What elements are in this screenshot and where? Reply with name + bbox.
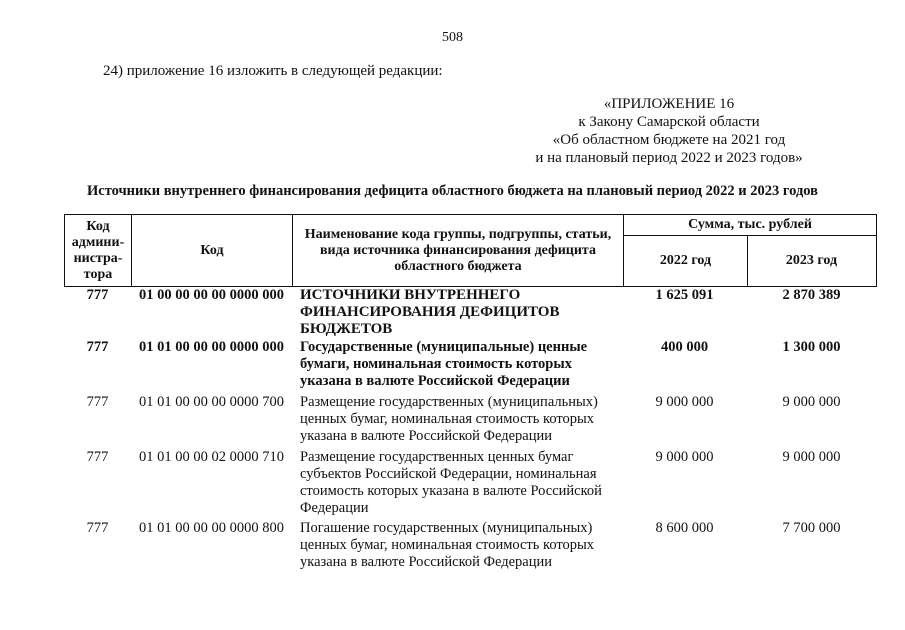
cell-code: 01 01 00 00 00 0000 700: [139, 394, 284, 410]
cell-admin: 777: [86, 449, 109, 465]
cell-2022: 400 000: [660, 339, 709, 355]
table-row: [64, 394, 877, 449]
header-sum-group: [624, 215, 876, 286]
cell-admin: 777: [86, 520, 109, 536]
table-header: [64, 214, 877, 287]
appendix-line: и на плановый период 2022 и 2023 годов»: [535, 150, 803, 166]
header-admin-code: Код админи-нистра-тора: [65, 215, 132, 286]
cell-2022: 9 000 000: [655, 449, 714, 465]
intro-text: 24) приложение 16 изложить в следующей редакции:: [103, 63, 443, 79]
header-year-2022: 2022 год: [624, 235, 748, 286]
cell-name: Размещение государственных (муниципальных) ценных бумаг, номинальная стоимость которых указана в валюте Российской Федерации: [300, 394, 598, 444]
cell-2022: 9 000 000: [655, 394, 714, 410]
cell-name: Государственные (муниципальные) ценные бумаги, номинальная стоимость которых указана в валюте Российской Федерации: [300, 339, 588, 389]
cell-code: 01 01 00 00 00 0000 800: [139, 520, 284, 536]
cell-2023: 1 300 000: [782, 339, 841, 355]
cell-2022: 1 625 091: [655, 287, 714, 303]
table-row: [64, 520, 877, 575]
cell-admin: 777: [86, 339, 109, 355]
page-number: 508: [442, 30, 463, 45]
cell-name: Размещение государственных ценных бумаг субъектов Российской Федерации, номинальная стоимость которых указана в валюте Российской Федерации: [300, 449, 602, 516]
cell-2022: 8 600 000: [655, 520, 714, 536]
cell-2023: 7 700 000: [782, 520, 841, 536]
document-title: Источники внутреннего финансирования дефицита областного бюджета на плановый период 2022 и 2023 годов: [86, 183, 819, 199]
table-row: [64, 287, 877, 339]
header-code: Код: [132, 215, 293, 286]
header-sum: Сумма, тыс. рублей: [624, 215, 876, 236]
cell-code: 01 01 00 00 00 0000 000: [139, 339, 284, 355]
cell-2023: 9 000 000: [782, 449, 841, 465]
header-year-2023: 2023 год: [785, 252, 838, 268]
cell-2023: 9 000 000: [782, 394, 841, 410]
cell-admin: 777: [86, 287, 109, 303]
financing-table: [64, 214, 877, 575]
cell-name: ИСТОЧНИКИ ВНУТРЕННЕГО ФИНАНСИРОВАНИЯ ДЕФИЦИТОВ БЮДЖЕТОВ: [300, 287, 560, 337]
table-row: [64, 449, 877, 520]
appendix-line: «ПРИЛОЖЕНИЕ 16: [603, 96, 735, 112]
header-name: Наименование кода группы, подгруппы, статьи, вида источника финансирования дефицита областного бюджета: [293, 215, 624, 286]
cell-admin: 777: [86, 394, 109, 410]
appendix-line: «Об областном бюджете на 2021 год: [552, 132, 786, 148]
table-row: [64, 339, 877, 394]
cell-name: Погашение государственных (муниципальных) ценных бумаг, номинальная стоимость которых указана в валюте Российской Федерации: [300, 520, 595, 570]
cell-code: 01 00 00 00 00 0000 000: [139, 287, 284, 303]
cell-code: 01 01 00 00 02 0000 710: [139, 449, 284, 465]
cell-2023: 2 870 389: [782, 287, 841, 303]
appendix-line: к Закону Самарской области: [578, 114, 760, 130]
appendix-heading: [489, 95, 849, 167]
